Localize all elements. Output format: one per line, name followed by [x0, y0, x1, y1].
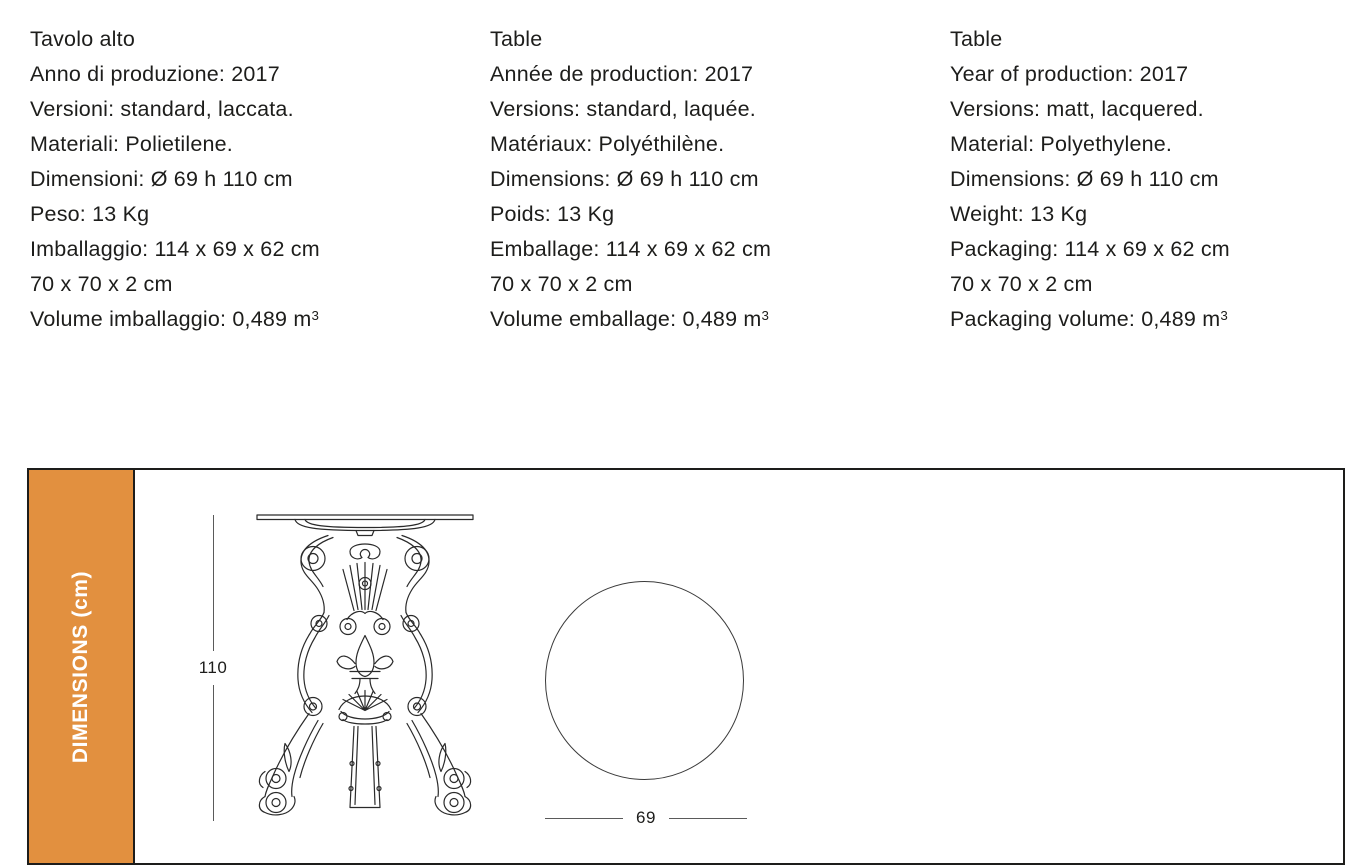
spec-line: Emballage: 114 x 69 x 62 cm [490, 237, 772, 261]
spec-line-volume [950, 302, 1230, 339]
diameter-dimension-line-left [545, 818, 623, 819]
dimensions-sidebar-label: DIMENSIONS (cm) [69, 570, 92, 763]
height-dimension [187, 515, 239, 821]
diameter-dimension-line-right [669, 818, 747, 819]
volume-text: Volume imballaggio: 0,489 m [30, 307, 312, 331]
volume-superscript: 3 [311, 308, 320, 324]
volume-superscript: 3 [1220, 308, 1228, 324]
table-top-view-drawing [545, 581, 744, 780]
spec-line: Poids: 13 Kg [490, 202, 615, 226]
table-front-view-drawing [255, 513, 475, 821]
diameter-dimension [545, 806, 747, 830]
spec-line: 70 x 70 x 2 cm [30, 272, 173, 296]
product-title: Table [490, 27, 543, 51]
height-dimension-label: 110 [198, 658, 228, 677]
spec-line: 70 x 70 x 2 cm [490, 272, 633, 296]
spec-line: 70 x 70 x 2 cm [950, 272, 1093, 296]
spec-line-volume [30, 302, 320, 339]
diameter-dimension-label: 69 [636, 808, 656, 827]
spec-line: Materiali: Polietilene. [30, 132, 233, 156]
spec-line: Packaging: 114 x 69 x 62 cm [950, 237, 1230, 261]
spec-line: Anno di produzione: 2017 [30, 62, 280, 86]
volume-superscript: 3 [761, 308, 770, 324]
spec-line: Versioni: standard, laccata. [30, 97, 294, 121]
volume-text: Volume emballage: 0,489 m [490, 307, 762, 331]
dimensions-panel [27, 468, 1345, 865]
dimensions-sidebar [29, 470, 135, 863]
product-title: Table [950, 27, 1003, 51]
product-info-column-english [950, 22, 1230, 339]
spec-line: Dimensions: Ø 69 h 110 cm [490, 167, 759, 191]
spec-line: Weight: 13 Kg [950, 202, 1088, 226]
volume-text: Packaging volume: 0,489 m [950, 307, 1221, 331]
spec-line: Dimensioni: Ø 69 h 110 cm [30, 167, 293, 191]
spec-line: Versions: matt, lacquered. [950, 97, 1204, 121]
height-dimension-line-top [213, 515, 214, 651]
height-dimension-line-bottom [213, 685, 214, 821]
product-title: Tavolo alto [30, 27, 135, 51]
product-info-column-italian [30, 22, 320, 339]
spec-line: Dimensions: Ø 69 h 110 cm [950, 167, 1219, 191]
spec-line: Versions: standard, laquée. [490, 97, 756, 121]
spec-line: Peso: 13 Kg [30, 202, 150, 226]
product-info-column-french [490, 22, 771, 339]
spec-line: Imballaggio: 114 x 69 x 62 cm [30, 237, 320, 261]
spec-line: Année de production: 2017 [490, 62, 754, 86]
spec-line-volume [490, 302, 771, 339]
spec-line: Material: Polyethylene. [950, 132, 1173, 156]
spec-line: Matériaux: Polyéthilène. [490, 132, 725, 156]
spec-line: Year of production: 2017 [950, 62, 1189, 86]
